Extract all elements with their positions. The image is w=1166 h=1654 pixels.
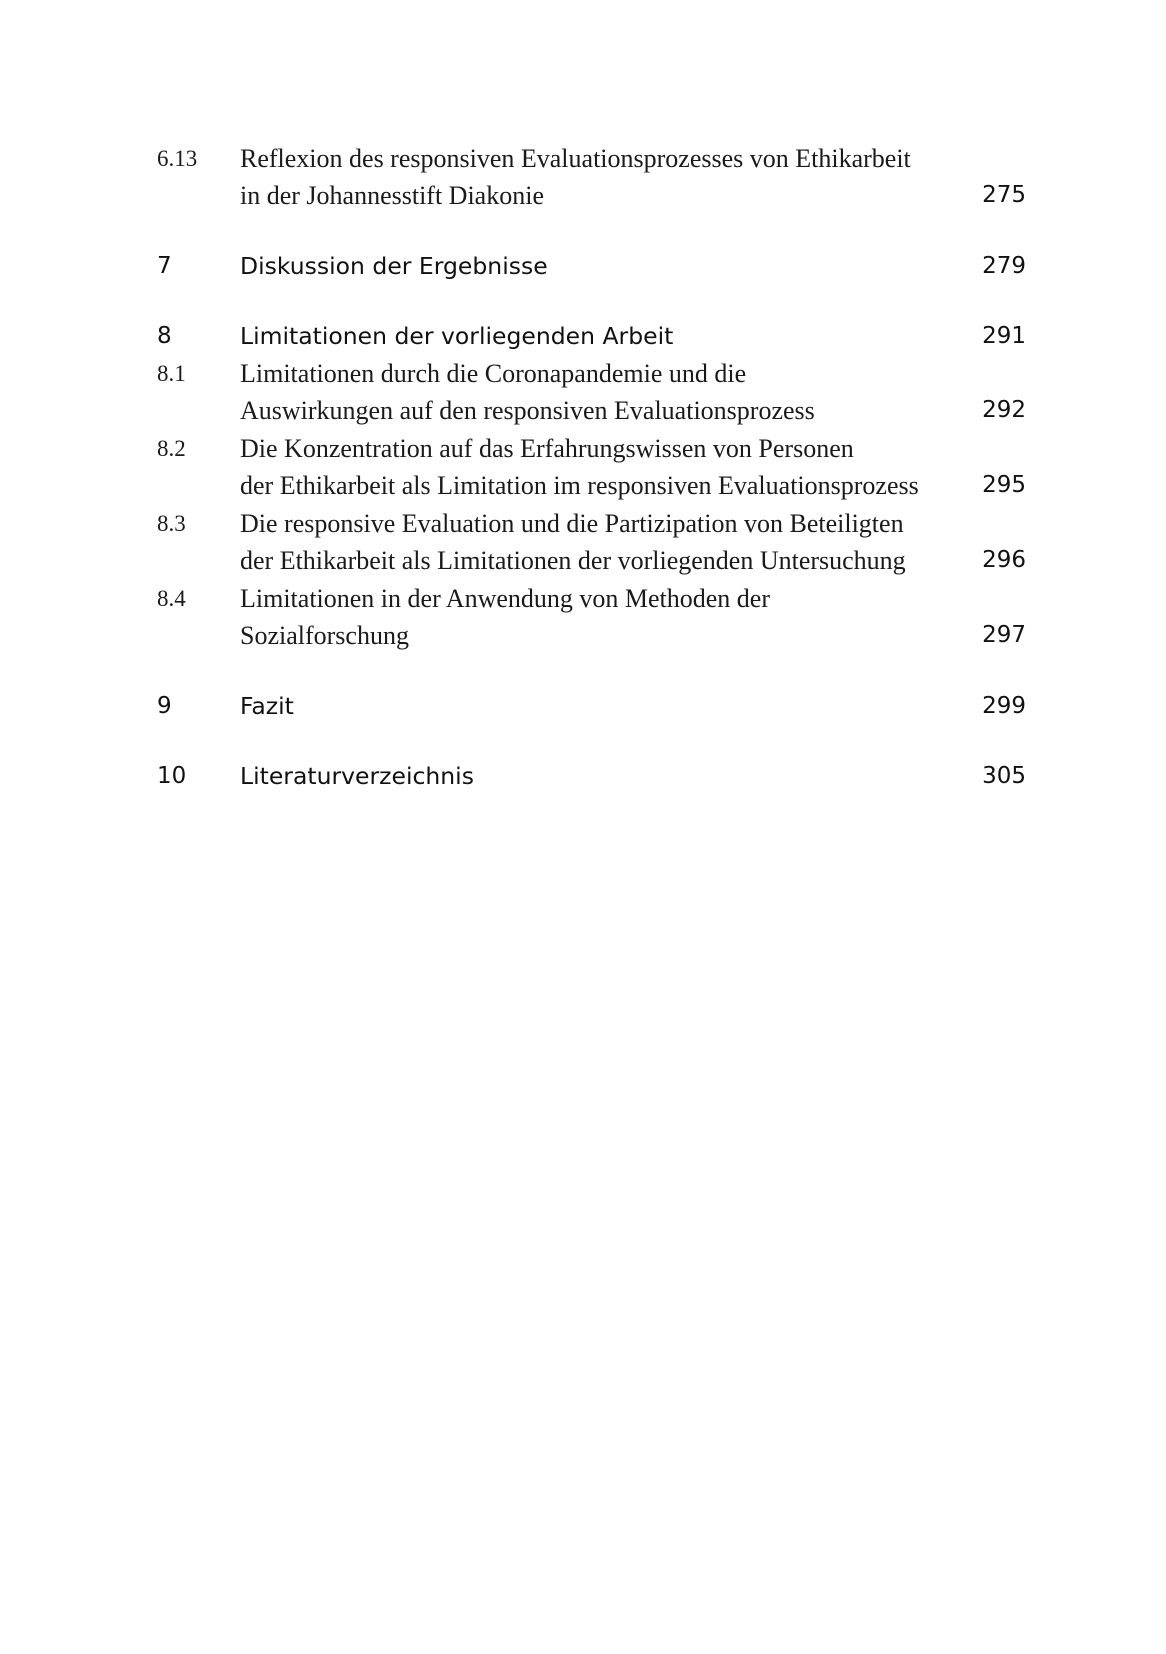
toc-entry-page: 299 <box>982 693 1026 719</box>
toc-entry-title <box>240 248 975 285</box>
toc-entry-title-line: Sozialforschung <box>240 621 409 650</box>
toc-entry-title <box>240 318 975 355</box>
toc-entry-title-line: Die responsive Evaluation und die Partizipation von Beteiligten <box>240 509 904 538</box>
toc-entry-number: 9 <box>157 693 172 719</box>
toc-entry-title <box>240 758 975 795</box>
toc-entry-title-line: Reflexion des responsiven Evaluationsprozesses von Ethikarbeit <box>240 144 911 173</box>
toc-entry-page: 279 <box>982 253 1026 279</box>
toc-entry-title-line: Diskussion der Ergebnisse <box>240 252 548 280</box>
toc-entry-title-line: Fazit <box>240 692 294 720</box>
toc-entry-title <box>240 580 975 654</box>
toc-entry-number: 10 <box>157 763 187 789</box>
toc-entry-title-line: der Ethikarbeit als Limitationen der vorliegenden Untersuchung <box>240 546 906 575</box>
toc-entry-title <box>240 688 975 725</box>
toc-entry-number: 6.13 <box>157 146 198 171</box>
toc-entry-title <box>240 355 975 429</box>
toc-entry-title-line: Die Konzentration auf das Erfahrungswissen von Personen <box>240 434 854 463</box>
toc-entry-page: 291 <box>982 323 1026 349</box>
toc-entry-page: 296 <box>982 547 1026 573</box>
toc-entry-title-line: der Ethikarbeit als Limitation im responsiven Evaluationsprozess <box>240 471 919 500</box>
toc-entry-title-line: in der Johannesstift Diakonie <box>240 181 544 210</box>
toc-entry-page: 295 <box>982 472 1026 498</box>
toc-entry-title-line: Limitationen in der Anwendung von Methoden der <box>240 584 771 613</box>
toc-entry-page: 297 <box>982 622 1026 648</box>
toc-entry-number: 8.2 <box>157 436 186 461</box>
toc-entry-number: 8 <box>157 323 172 349</box>
toc-entry-page: 292 <box>982 397 1026 423</box>
toc-entry-title <box>240 140 975 214</box>
toc-entry-title-line: Auswirkungen auf den responsiven Evaluationsprozess <box>240 396 815 425</box>
toc-entry-title-line: Literaturverzeichnis <box>240 762 474 790</box>
toc-entry-number: 8.3 <box>157 511 186 536</box>
toc-entry-page: 275 <box>982 182 1026 208</box>
toc-entry-title <box>240 505 975 579</box>
toc-entry-title-line: Limitationen der vorliegenden Arbeit <box>240 322 674 350</box>
toc-entry-page: 305 <box>982 763 1026 789</box>
toc-entry-title <box>240 430 975 504</box>
toc-entry-title-line: Limitationen durch die Coronapandemie und die <box>240 359 747 388</box>
toc-entry-number: 8.4 <box>157 586 186 611</box>
toc-entry-number: 7 <box>157 253 172 279</box>
toc-entry-number: 8.1 <box>157 361 186 386</box>
